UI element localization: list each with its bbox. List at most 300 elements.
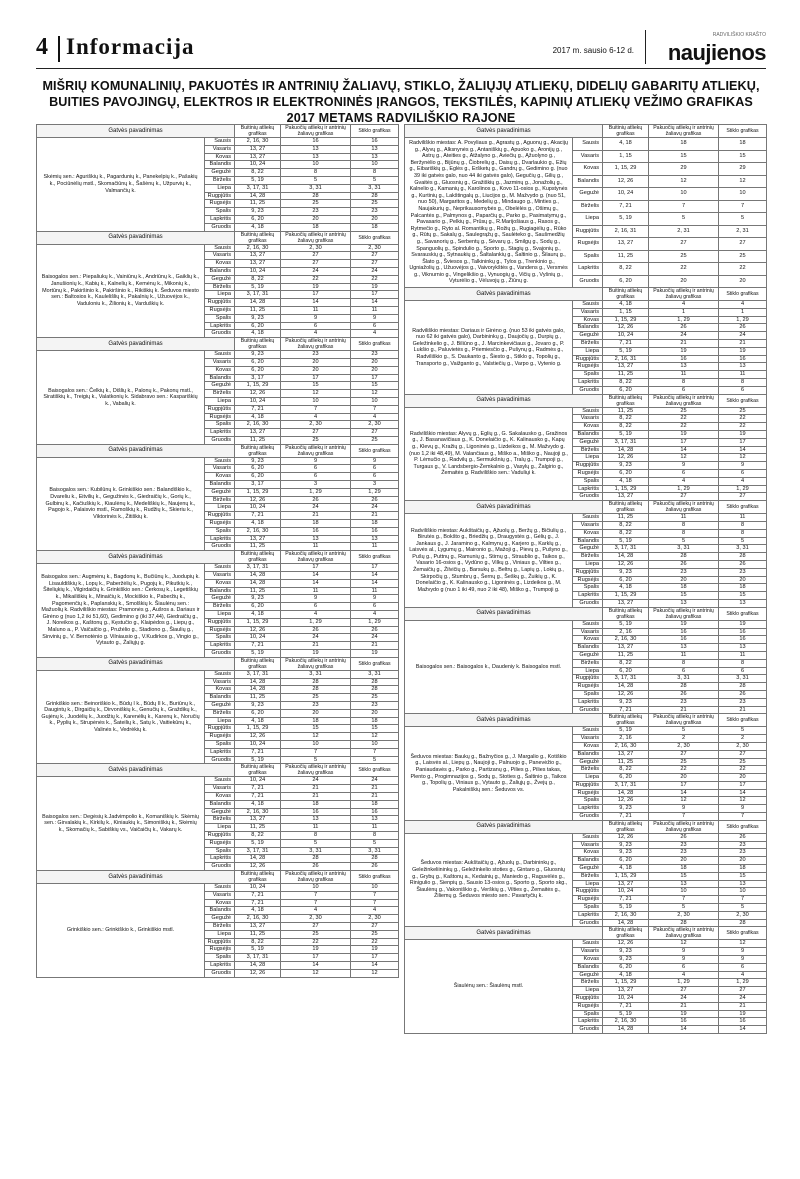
date-cell: 2, 16, 30 (603, 636, 649, 644)
date-cell: 8 (719, 529, 767, 537)
date-cell: 14, 28 (235, 579, 281, 587)
date-cell: 28 (649, 553, 719, 561)
column-header: Buitinių atliekų grafikas (235, 764, 281, 777)
column-header: Pakuočių atliekų ir antrinių žaliavų grafikas (281, 338, 351, 351)
date-cell: 11, 25 (603, 514, 649, 522)
date-cell: 10, 24 (235, 161, 281, 169)
street-list: Baisogalos sen.: Augmėnų k., Bagdonų k., Bučiūnų k., Juodupių k. Lisauldiškių k., Lopų k., Paberžėlių k., Pugojų k., Pikutkių k., Šiteliųkių k., Vilgirdaičių k. Grinkiškio sen.: Čerkosų k., Legetiškių k., Mikailiškių k., Minaičių k., Mockiškio k., Paberžių k., Pagomenčių k., Paplanskių k., Smolškių k. Šiaulėnų sen.: Mažuolių k. Radviliškio miestas: Pramonės g., Aušros a. Dariaus ir Girėno g (nuo 1,2 iki 51,60), Gedimino g (iki 37,44), Giedraičių g., J. Noreikos g., Kaštonų g., Kęstučio g., Klaipėdos g., Liepų g., Maluno a., P. Vaičaičio g., Pružėlio g., Stadiono g., Šiaulių g., Sinvinių g., V. Bernotėnio g. Vilniausio g., V.Kudirkos g., Vingio g., Vytauto g., Žaliųjų g. (37, 564, 205, 658)
date-cell: 17 (351, 374, 399, 382)
date-cell: 17 (351, 564, 399, 572)
group-header-row (37, 338, 399, 351)
month-cell: Rugpjūtis (573, 568, 603, 576)
date-cell: 5 (719, 904, 767, 912)
date-cell: 6, 20 (603, 470, 649, 478)
date-cell: 26 (649, 690, 719, 698)
date-cell: 12, 26 (603, 797, 649, 805)
month-cell: Rugsėjis (205, 946, 235, 954)
date-cell: 16 (649, 628, 719, 636)
date-cell: 7, 21 (235, 891, 281, 899)
date-cell: 11 (649, 514, 719, 522)
date-cell: 3, 31 (719, 545, 767, 553)
month-cell: Gegužė (205, 382, 235, 390)
month-cell: Lapkritis (205, 961, 235, 969)
date-cell: 9, 23 (603, 698, 649, 706)
date-cell: 15 (649, 872, 719, 880)
street-header: Gatvės pavadinimas (37, 870, 235, 883)
date-cell: 26 (719, 560, 767, 568)
month-cell: Vasaris (573, 628, 603, 636)
month-cell: Rugpjūtis (205, 192, 235, 200)
date-cell: 14, 28 (603, 683, 649, 691)
date-cell: 12, 26 (603, 175, 649, 188)
month-cell: Kovas (205, 473, 235, 481)
date-cell: 6 (281, 473, 351, 481)
date-cell: 24 (351, 634, 399, 642)
date-cell: 22 (351, 275, 399, 283)
date-cell: 9 (719, 956, 767, 964)
date-cell: 4 (351, 330, 399, 338)
date-cell: 25 (719, 250, 767, 263)
date-cell: 3, 31 (351, 847, 399, 855)
group-header-row (37, 870, 399, 883)
date-cell: 7, 21 (235, 642, 281, 650)
month-cell: Vasaris (573, 150, 603, 163)
date-cell: 12 (719, 797, 767, 805)
date-cell: 3, 17, 31 (235, 847, 281, 855)
date-cell: 29 (649, 163, 719, 176)
date-cell: 9, 23 (603, 948, 649, 956)
date-cell: 24 (281, 267, 351, 275)
table-row (405, 940, 767, 948)
date-cell: 22 (719, 263, 767, 276)
date-cell: 10, 24 (603, 332, 649, 340)
date-cell: 15 (719, 150, 767, 163)
month-cell: Gruodis (205, 756, 235, 764)
date-cell: 7 (281, 899, 351, 907)
date-cell: 13, 27 (235, 535, 281, 543)
column-header: Pakuočių atliekų ir antrinių žaliavų grafikas (649, 501, 719, 514)
month-cell: Rugpjūtis (205, 512, 235, 520)
date-cell: 1, 15 (603, 150, 649, 163)
month-cell: Sausis (573, 620, 603, 628)
month-cell: Liepa (205, 291, 235, 299)
column-header: Buitinių atliekų grafikas (603, 714, 649, 727)
column-header: Buitinių atliekų grafikas (603, 394, 649, 407)
date-cell: 8, 22 (603, 659, 649, 667)
date-cell: 10 (281, 740, 351, 748)
month-cell: Lapkritis (573, 698, 603, 706)
date-cell: 14 (281, 299, 351, 307)
month-cell: Gruodis (205, 223, 235, 231)
date-cell: 27 (719, 750, 767, 758)
date-cell: 25 (719, 758, 767, 766)
date-cell: 3, 31 (281, 670, 351, 678)
date-cell: 17 (281, 374, 351, 382)
month-cell: Gegužė (205, 915, 235, 923)
month-cell: Spalis (573, 1010, 603, 1018)
date-cell: 24 (351, 504, 399, 512)
date-cell: 13, 27 (235, 153, 281, 161)
date-cell: 4 (281, 330, 351, 338)
date-cell: 7 (719, 896, 767, 904)
date-cell: 8 (719, 659, 767, 667)
month-cell: Rugsėjis (573, 896, 603, 904)
date-cell: 27 (649, 238, 719, 251)
date-cell: 20 (649, 275, 719, 288)
date-cell: 28 (351, 855, 399, 863)
date-cell: 7 (719, 200, 767, 213)
column-header: Stiklo grafikas (351, 231, 399, 244)
date-cell: 25 (649, 407, 719, 415)
date-cell: 15 (351, 725, 399, 733)
date-cell: 13 (649, 880, 719, 888)
month-cell: Balandis (205, 587, 235, 595)
table-row (405, 727, 767, 735)
date-cell: 21 (281, 792, 351, 800)
date-cell: 24 (649, 332, 719, 340)
date-cell: 7, 21 (235, 512, 281, 520)
date-cell: 23 (281, 351, 351, 359)
date-cell: 23 (649, 698, 719, 706)
street-header: Gatvės pavadinimas (405, 607, 603, 620)
month-cell: Rugsėjis (573, 238, 603, 251)
month-cell: Gruodis (573, 813, 603, 821)
date-cell: 12 (649, 797, 719, 805)
month-cell: Spalis (205, 527, 235, 535)
date-cell: 27 (649, 987, 719, 995)
date-cell: 5, 19 (603, 213, 649, 226)
date-cell: 1, 15, 29 (603, 872, 649, 880)
date-cell: 1, 29 (719, 979, 767, 987)
date-cell: 5, 19 (603, 904, 649, 912)
date-cell: 7, 21 (235, 785, 281, 793)
month-cell: Vasaris (573, 415, 603, 423)
date-cell: 14, 28 (603, 1026, 649, 1034)
date-cell: 15 (649, 150, 719, 163)
date-cell: 23 (281, 702, 351, 710)
date-cell: 28 (649, 683, 719, 691)
column-header: Stiklo grafikas (719, 125, 767, 138)
date-cell: 3 (351, 481, 399, 489)
date-cell: 13 (719, 880, 767, 888)
month-cell: Vasaris (573, 735, 603, 743)
date-cell: 7 (649, 200, 719, 213)
month-cell: Spalis (205, 954, 235, 962)
date-cell: 7 (649, 813, 719, 821)
date-cell: 9 (649, 956, 719, 964)
date-cell: 5, 19 (603, 1010, 649, 1018)
month-cell: Lapkritis (205, 322, 235, 330)
date-cell: 18 (351, 717, 399, 725)
column-header: Buitinių atliekų grafikas (603, 288, 649, 301)
group-header-row (405, 927, 767, 940)
date-cell: 7 (351, 891, 399, 899)
date-cell: 2, 16, 30 (603, 742, 649, 750)
date-cell: 18 (719, 138, 767, 151)
date-cell: 5 (351, 756, 399, 764)
date-cell: 6, 20 (235, 603, 281, 611)
column-header: Buitinių atliekų grafikas (235, 338, 281, 351)
date-cell: 24 (719, 332, 767, 340)
date-cell: 11, 25 (235, 824, 281, 832)
month-cell: Rugpjūtis (205, 299, 235, 307)
date-cell: 18 (281, 223, 351, 231)
date-cell: 22 (281, 275, 351, 283)
date-cell: 3, 17 (235, 481, 281, 489)
date-cell: 9 (351, 595, 399, 603)
date-cell: 15 (719, 872, 767, 880)
month-cell: Gegužė (573, 438, 603, 446)
column-header: Buitinių atliekų grafikas (603, 927, 649, 940)
date-cell: 2, 16, 30 (603, 1018, 649, 1026)
date-cell: 8 (281, 169, 351, 177)
date-cell: 3, 31 (351, 184, 399, 192)
date-cell: 6 (351, 603, 399, 611)
date-cell: 4 (719, 477, 767, 485)
date-cell: 16 (351, 138, 399, 146)
schedule-column-left (36, 124, 398, 978)
date-cell: 9 (719, 462, 767, 470)
date-cell: 4, 18 (235, 223, 281, 231)
date-cell: 22 (649, 415, 719, 423)
date-cell: 17 (719, 438, 767, 446)
date-cell: 4, 18 (603, 477, 649, 485)
date-cell: 25 (281, 930, 351, 938)
month-cell: Kovas (205, 792, 235, 800)
date-cell: 9 (351, 314, 399, 322)
date-cell: 4 (281, 907, 351, 915)
date-cell: 12, 26 (235, 496, 281, 504)
date-cell: 9, 23 (235, 314, 281, 322)
month-cell: Gegužė (205, 595, 235, 603)
date-cell: 4 (649, 971, 719, 979)
column-header: Stiklo grafikas (719, 820, 767, 833)
date-cell: 5, 19 (603, 347, 649, 355)
date-cell: 2, 30 (281, 915, 351, 923)
month-cell: Sausis (205, 457, 235, 465)
date-cell: 2 (649, 735, 719, 743)
month-cell: Liepa (205, 824, 235, 832)
column-header: Stiklo grafikas (719, 607, 767, 620)
column-header: Stiklo grafikas (351, 870, 399, 883)
street-header: Gatvės pavadinimas (37, 764, 235, 777)
month-cell: Liepa (205, 930, 235, 938)
date-cell: 12, 26 (603, 454, 649, 462)
month-cell: Balandis (205, 694, 235, 702)
date-cell: 11 (719, 371, 767, 379)
date-cell: 11 (351, 587, 399, 595)
month-cell: Gegužė (205, 275, 235, 283)
date-cell: 8, 22 (235, 169, 281, 177)
month-cell: Rugpjūtis (573, 225, 603, 238)
date-cell: 28 (719, 683, 767, 691)
month-cell: Balandis (205, 267, 235, 275)
date-cell: 7 (281, 748, 351, 756)
month-cell: Rugsėjis (205, 626, 235, 634)
month-cell: Rugsėjis (205, 733, 235, 741)
date-cell: 5, 19 (603, 537, 649, 545)
column-header: Pakuočių atliekų ir antrinių žaliavų grafikas (281, 870, 351, 883)
date-cell: 9, 23 (603, 462, 649, 470)
month-cell: Gruodis (573, 706, 603, 714)
street-header: Gatvės pavadinimas (405, 927, 603, 940)
month-cell: Birželis (573, 659, 603, 667)
date-cell: 6, 20 (235, 366, 281, 374)
date-cell: 13 (719, 599, 767, 607)
column-header: Buitinių atliekų grafikas (603, 607, 649, 620)
date-cell: 28 (719, 553, 767, 561)
date-cell: 17 (281, 954, 351, 962)
month-cell: Kovas (205, 366, 235, 374)
date-cell: 7, 21 (235, 405, 281, 413)
column-header: Pakuočių atliekų ir antrinių žaliavų grafikas (649, 288, 719, 301)
month-cell: Kovas (205, 579, 235, 587)
column-header: Stiklo grafikas (719, 927, 767, 940)
date-cell: 1 (649, 308, 719, 316)
month-cell: Birželis (205, 922, 235, 930)
street-header: Gatvės pavadinimas (37, 444, 235, 457)
date-cell: 27 (351, 252, 399, 260)
date-cell: 18 (281, 717, 351, 725)
street-list: Radviliškio miestas: Dariaus ir Girėno g. (nuo 53 iki gatvės galo, nuo 62 iki gatvės galo), Darbininkų g., Daujočių g., Durpių g., Geležinkelio g., J. Biliūno g., J. Marcinkevičiaus g., Jovaro g., P. Lukšio g., Paluvietės g., Priemiesčio g., Pušynų g., Radmės g., Radviliškio g., S. Daukanto g., Šiesto g., Stiklo g., Topolių g., Transporto g., Vaižganto g., Valstiečių g., Varpo g., Vytenio g. (405, 301, 573, 395)
date-cell: 19 (719, 347, 767, 355)
date-cell: 8 (351, 169, 399, 177)
date-cell: 10, 24 (235, 504, 281, 512)
date-cell: 4, 18 (603, 301, 649, 309)
month-cell: Spalis (573, 904, 603, 912)
month-cell: Spalis (573, 250, 603, 263)
street-list: Šeduvos miestas: Aukštaičių g., Ąžuolų g., Darbininkų g., Geležinkeliininkų g., Geležinkelio stoties g., Gintaro g., Gluosnių g., Grybų g., Kaštonų a., Kedainių g., Maniedo g., Raguvėlės g., Rinigulio g., Sienpių g., Sausio 13-osios g., Sporto g., Sporto skg., Šiaulėnų g., Vakoniškio g., Verškių g., Vilties g., Žemaitės g., Žiliemų g. Šeduvos miesto sen.: Pavartyčių k. (405, 833, 573, 927)
date-cell: 9 (649, 948, 719, 956)
date-cell: 13, 27 (235, 922, 281, 930)
date-cell: 5, 19 (235, 176, 281, 184)
date-cell: 1, 29 (649, 485, 719, 493)
date-cell: 1, 29 (649, 979, 719, 987)
date-cell: 17 (351, 954, 399, 962)
month-cell: Lapkritis (573, 805, 603, 813)
date-cell: 3, 17, 31 (603, 545, 649, 553)
date-cell: 11 (281, 543, 351, 551)
section-title: Informacija (66, 34, 195, 59)
column-header: Buitinių atliekų grafikas (235, 444, 281, 457)
month-cell: Vasaris (205, 891, 235, 899)
column-header: Pakuočių atliekų ir antrinių žaliavų grafikas (281, 444, 351, 457)
column-header: Pakuočių atliekų ir antrinių žaliavų grafikas (649, 820, 719, 833)
month-cell: Kovas (205, 686, 235, 694)
month-cell: Spalis (573, 690, 603, 698)
date-cell: 11 (281, 587, 351, 595)
date-cell: 3, 31 (719, 675, 767, 683)
date-cell: 9, 23 (603, 849, 649, 857)
date-cell: 28 (719, 919, 767, 927)
month-cell: Lapkritis (205, 215, 235, 223)
group-header-row (405, 820, 767, 833)
date-cell: 16 (351, 808, 399, 816)
date-cell: 13, 27 (603, 987, 649, 995)
date-cell: 10 (281, 161, 351, 169)
date-cell: 24 (351, 777, 399, 785)
date-cell: 7 (351, 899, 399, 907)
street-header: Gatvės pavadinimas (37, 657, 235, 670)
month-cell: Lapkritis (205, 642, 235, 650)
date-cell: 3, 31 (281, 847, 351, 855)
date-cell: 24 (351, 267, 399, 275)
date-cell: 7, 21 (235, 792, 281, 800)
month-cell: Rugpjūtis (573, 781, 603, 789)
date-cell: 19 (719, 620, 767, 628)
date-cell: 1 (719, 308, 767, 316)
date-cell: 19 (351, 650, 399, 658)
date-cell: 1, 15, 29 (603, 592, 649, 600)
month-cell: Gruodis (205, 436, 235, 444)
date-cell: 6, 20 (235, 215, 281, 223)
month-cell: Lapkritis (205, 855, 235, 863)
date-cell: 16 (351, 527, 399, 535)
month-cell: Vasaris (205, 145, 235, 153)
month-cell: Gegužė (573, 651, 603, 659)
date-cell: 28 (351, 678, 399, 686)
month-cell: Spalis (205, 847, 235, 855)
month-cell: Sausis (573, 407, 603, 415)
date-cell: 10 (351, 740, 399, 748)
date-cell: 8 (719, 379, 767, 387)
date-cell: 11 (649, 651, 719, 659)
month-cell: Lapkritis (205, 535, 235, 543)
date-cell: 26 (281, 863, 351, 871)
date-cell: 19 (351, 283, 399, 291)
table-row (37, 564, 399, 572)
date-cell: 25 (649, 250, 719, 263)
date-cell: 19 (649, 620, 719, 628)
month-cell: Lapkritis (205, 748, 235, 756)
date-cell: 8 (649, 379, 719, 387)
date-cell: 5, 19 (235, 756, 281, 764)
month-cell: Rugsėjis (573, 789, 603, 797)
date-cell: 6 (719, 470, 767, 478)
street-list: Grinkiškio sen.: Grinkiškio k., Grinkiškio mstl. (37, 883, 205, 977)
street-list: Baisogalos sen.: Baisogalos k., Daudeniy k. Baisogalos mstl. (405, 620, 573, 714)
date-cell: 24 (649, 995, 719, 1003)
column-header: Pakuočių atliekų ir antrinių žaliavų grafikas (649, 714, 719, 727)
date-cell: 13 (351, 816, 399, 824)
date-cell: 7 (281, 891, 351, 899)
date-cell: 6, 20 (235, 473, 281, 481)
table-row (37, 670, 399, 678)
issue-date: 2017 m. sausio 6-12 d. (552, 46, 634, 55)
date-cell: 10 (351, 883, 399, 891)
date-cell: 9, 23 (235, 457, 281, 465)
date-cell: 2, 16, 30 (235, 915, 281, 923)
table-row (37, 351, 399, 359)
column-header: Stiklo grafikas (351, 444, 399, 457)
date-cell: 2, 30 (719, 911, 767, 919)
date-cell: 20 (351, 709, 399, 717)
date-cell: 11, 25 (603, 407, 649, 415)
date-cell: 6 (351, 322, 399, 330)
date-cell: 8, 22 (603, 263, 649, 276)
date-cell: 18 (649, 584, 719, 592)
date-cell: 7 (649, 896, 719, 904)
date-cell: 3, 17, 31 (235, 670, 281, 678)
date-cell: 9 (719, 948, 767, 956)
table-row (405, 833, 767, 841)
date-cell: 23 (649, 568, 719, 576)
column-header: Stiklo grafikas (351, 551, 399, 564)
month-cell: Sausis (573, 940, 603, 948)
date-cell: 6 (351, 465, 399, 473)
date-cell: 6 (649, 386, 719, 394)
month-cell: Lapkritis (573, 379, 603, 387)
